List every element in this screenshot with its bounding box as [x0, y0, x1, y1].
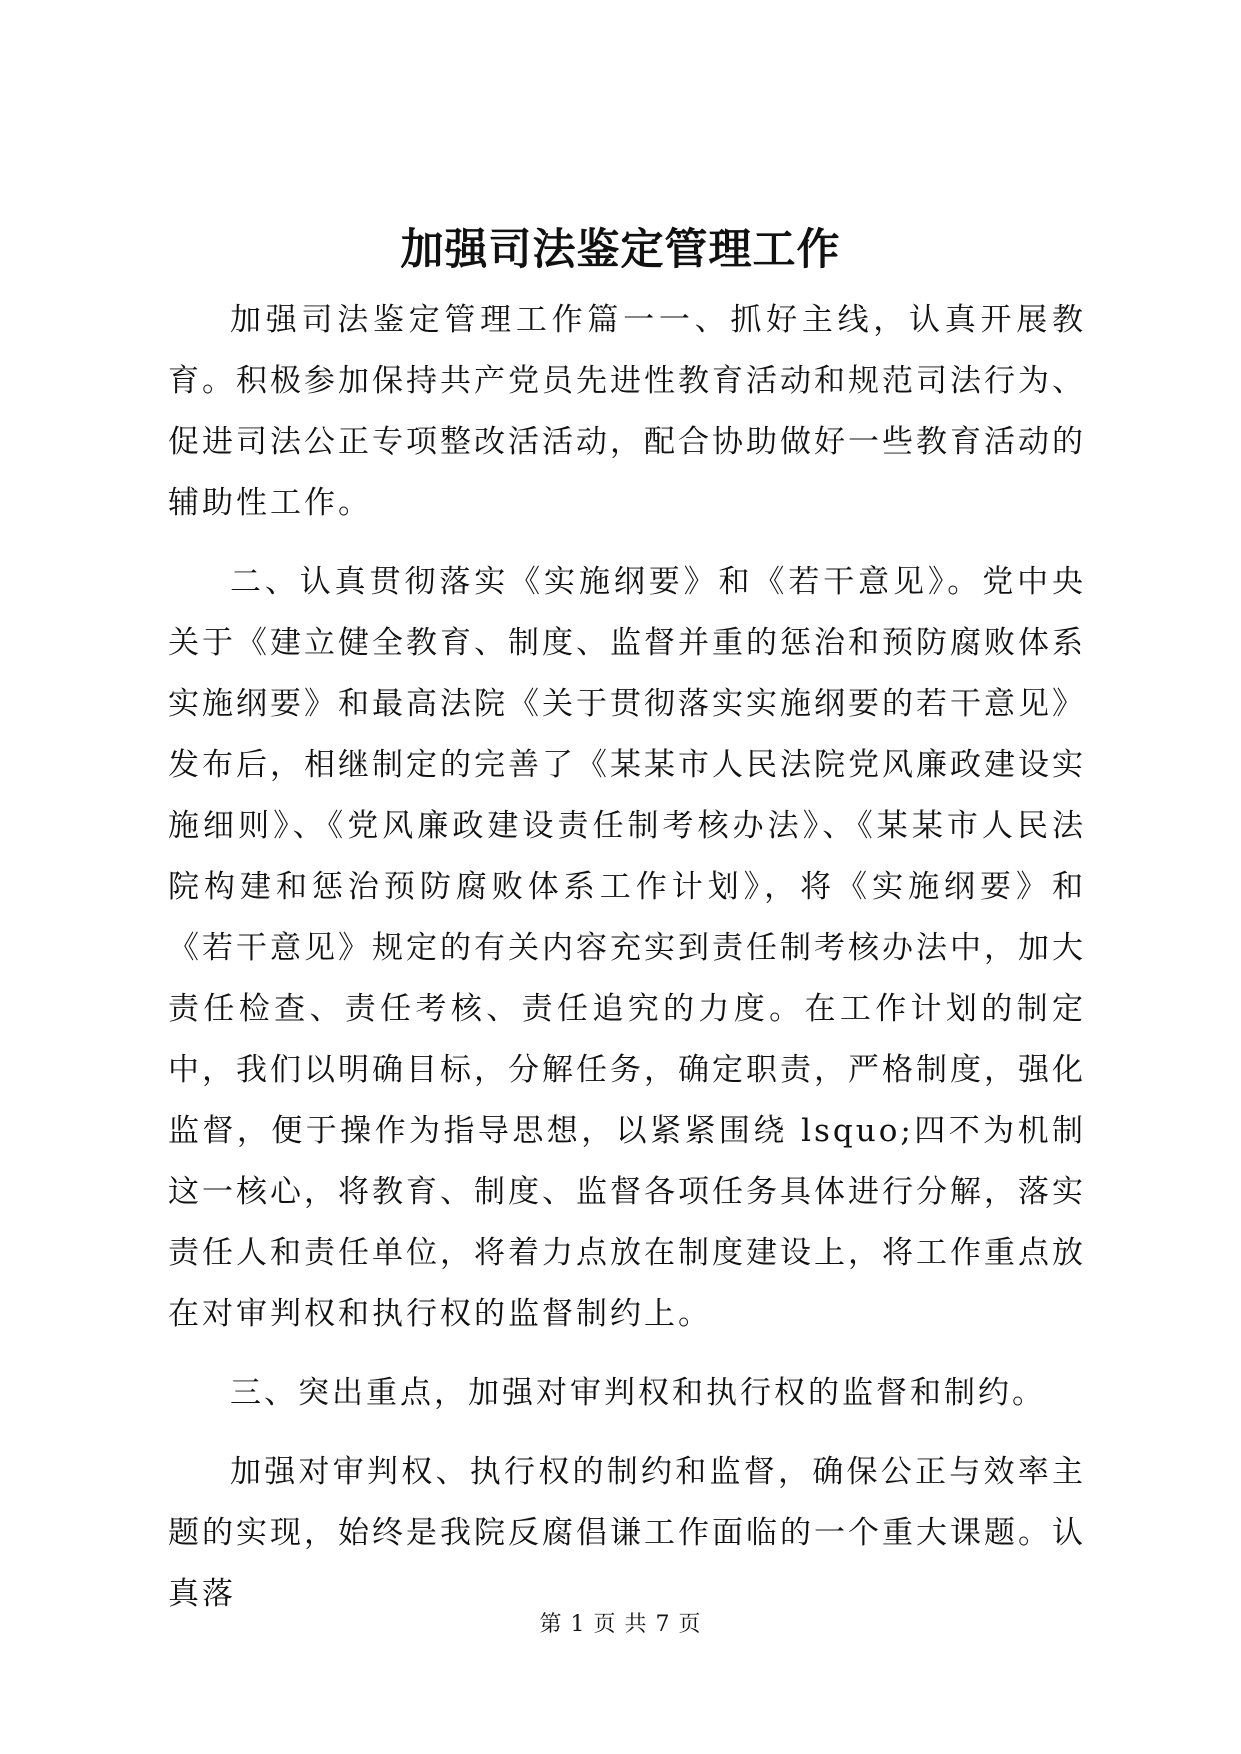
- document-body: [168, 290, 1086, 1625]
- paragraph-3: 三、突出重点，加强对审判权和执行权的监督和制约。: [230, 1375, 1046, 1411]
- paragraph-4: 加强对审判权、执行权的制约和监督，确保公正与效率主题的实现，始终是我院反腐倡谦工作面临的一个重大课题。认真落: [168, 1454, 1086, 1612]
- document-title: 加强司法鉴定管理工作: [400, 225, 841, 275]
- paragraph-1: 加强司法鉴定管理工作篇一一、抓好主线，认真开展教育。积极参加保持共产党员先进性教育活动和规范司法行为、促进司法公正专项整改活活动，配合协助做好一些教育活动的辅助性工作。: [168, 302, 1086, 521]
- page-number-footer: 第 1 页 共 7 页: [539, 1612, 702, 1637]
- paragraph-2: 二、认真贯彻落实《实施纲要》和《若干意见》。党中央关于《建立健全教育、制度、监督并重的惩治和预防腐败体系实施纲要》和最高法院《关于贯彻落实实施纲要的若干意见》发布后，相继制定的完善了《某某市人民法院党风廉政建设实施细则》、《党风廉政建设责任制考核办法》、《某某市人民法院构建和惩治预防腐败体系工作计划》，将《实施纲要》和《若干意见》规定的有关内容充实到责任制考核办法中，加大责任检查、责任考核、责任追究的力度。在工作计划的制定中，我们以明确目标，分解任务，确定职责，严格制度，强化监督，便于操作为指导思想，以紧紧围绕 lsquo;四不为机制这一核心，将教育、制度、监督各项任务具体进行分解，落实责任人和责任单位，将着力点放在制度建设上，将工作重点放在对审判权和执行权的监督制约上。: [168, 564, 1086, 1332]
